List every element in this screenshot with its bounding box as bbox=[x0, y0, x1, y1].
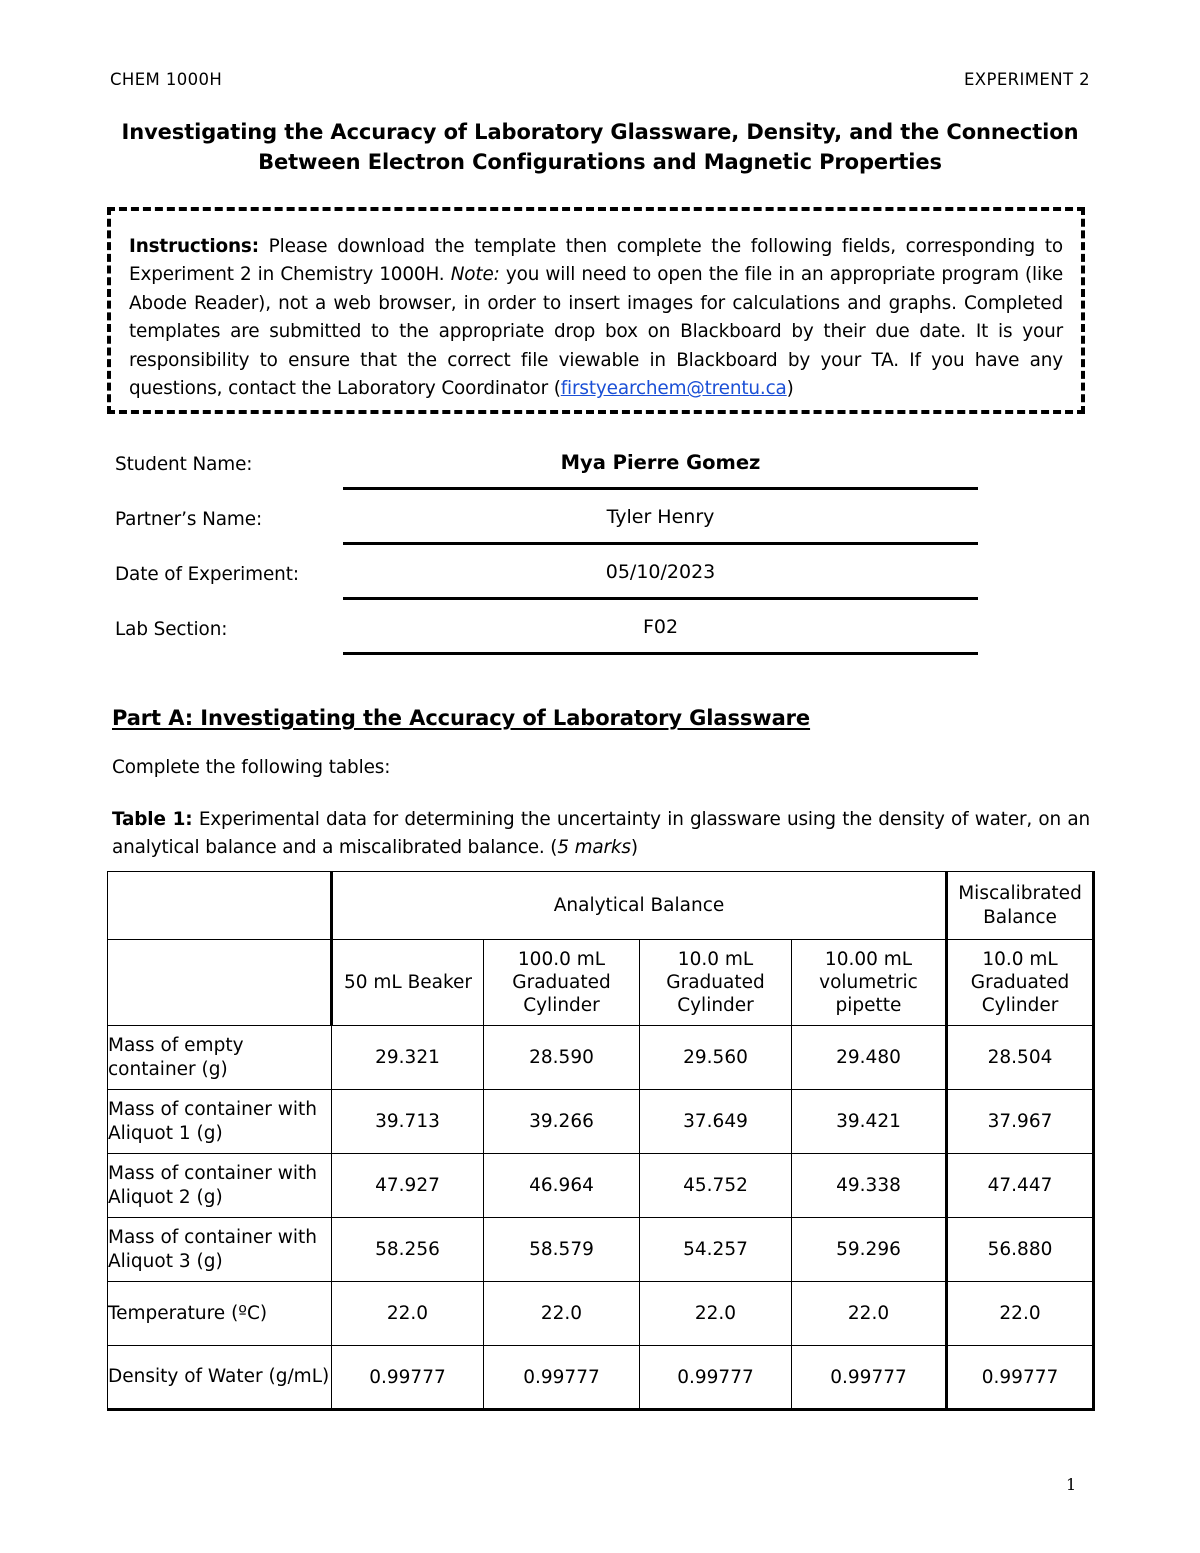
table-row bbox=[108, 1218, 1094, 1282]
table-1-marks: 5 marks bbox=[557, 837, 631, 859]
field-row-date-of-experiment bbox=[115, 558, 985, 613]
group-header-analytical-balance: Analytical Balance bbox=[332, 872, 947, 940]
field-row-partner-name bbox=[115, 503, 985, 558]
row-label-temperature: Temperature (ºC) bbox=[108, 1282, 332, 1346]
cell-r1-c1[interactable]: 39.266 bbox=[484, 1090, 640, 1154]
table-1-head bbox=[108, 872, 1094, 1026]
cell-r1-c3[interactable]: 39.421 bbox=[792, 1090, 947, 1154]
column-header-100ml-graduated-cylinder: 100.0 mL Graduated Cylinder bbox=[484, 940, 640, 1026]
cell-r3-c2[interactable]: 54.257 bbox=[640, 1218, 792, 1282]
instructions-text bbox=[129, 233, 1063, 404]
cell-r5-c3[interactable]: 0.99777 bbox=[792, 1346, 947, 1410]
page-title bbox=[110, 118, 1090, 178]
cell-r2-c0[interactable]: 47.927 bbox=[332, 1154, 484, 1218]
table-column-header-row bbox=[108, 940, 1094, 1026]
date-of-experiment-value[interactable]: 05/10/2023 bbox=[605, 561, 716, 583]
table-row bbox=[108, 1154, 1094, 1218]
cell-r3-c1[interactable]: 58.579 bbox=[484, 1218, 640, 1282]
row-label-mass-aliquot-3: Mass of container with Aliquot 3 (g) bbox=[108, 1218, 332, 1282]
cell-r0-c0[interactable]: 29.321 bbox=[332, 1026, 484, 1090]
cell-r5-c4[interactable]: 0.99777 bbox=[947, 1346, 1094, 1410]
table-corner-blank bbox=[108, 872, 332, 940]
row-label-mass-aliquot-1: Mass of container with Aliquot 1 (g) bbox=[108, 1090, 332, 1154]
cell-r0-c1[interactable]: 28.590 bbox=[484, 1026, 640, 1090]
cell-r5-c0[interactable]: 0.99777 bbox=[332, 1346, 484, 1410]
running-header bbox=[110, 70, 1090, 89]
table-1 bbox=[107, 871, 1095, 1411]
cell-r4-c3[interactable]: 22.0 bbox=[792, 1282, 947, 1346]
cell-r5-c1[interactable]: 0.99777 bbox=[484, 1346, 640, 1410]
cell-r4-c0[interactable]: 22.0 bbox=[332, 1282, 484, 1346]
cell-r0-c2[interactable]: 29.560 bbox=[640, 1026, 792, 1090]
student-name-label: Student Name: bbox=[115, 454, 253, 475]
column-header-50ml-beaker: 50 mL Beaker bbox=[332, 940, 484, 1026]
title-line-2: Between Electron Configurations and Magnetic Properties bbox=[258, 149, 942, 174]
cell-r1-c0[interactable]: 39.713 bbox=[332, 1090, 484, 1154]
student-name-value[interactable]: Mya Pierre Gomez bbox=[560, 451, 761, 474]
part-a-heading: Part A: Investigating the Accuracy of Laboratory Glassware bbox=[112, 706, 811, 730]
lab-section-rule bbox=[343, 652, 978, 655]
table-1-caption bbox=[112, 806, 1090, 862]
instructions-body-2: you will need to open the file in an appropriate program (like Abode Reader), not a web browser, in order to insert images for calculations and graphs. Completed templates are submitted to the appropriate drop box on Blackboard by their due date. It is your responsibility to ensure that the correct file viewable in Blackboard by your TA. If you have any questions, contact the Laboratory Coordinator ( bbox=[129, 264, 1063, 400]
lab-section-label: Lab Section: bbox=[115, 619, 228, 640]
instructions-body-1: Please download the template then complete the following fields, corresponding to Experiment 2 in Chemistry 1000H. bbox=[129, 236, 1063, 286]
course-code: CHEM 1000H bbox=[110, 70, 223, 89]
cell-r1-c2[interactable]: 37.649 bbox=[640, 1090, 792, 1154]
column-header-10ml-volumetric-pipette: 10.00 mL volumetric pipette bbox=[792, 940, 947, 1026]
group-header-miscalibrated-balance: Miscalibrated Balance bbox=[947, 872, 1094, 940]
column-header-miscalibrated-10ml-graduated-cylinder: 10.0 mL Graduated Cylinder bbox=[947, 940, 1094, 1026]
row-label-mass-aliquot-2: Mass of container with Aliquot 2 (g) bbox=[108, 1154, 332, 1218]
part-a-lead-in: Complete the following tables: bbox=[112, 757, 391, 778]
cell-r2-c4[interactable]: 47.447 bbox=[947, 1154, 1094, 1218]
cell-r3-c4[interactable]: 56.880 bbox=[947, 1218, 1094, 1282]
date-of-experiment-rule bbox=[343, 597, 978, 600]
cell-r4-c1[interactable]: 22.0 bbox=[484, 1282, 640, 1346]
table-1-caption-text: Experimental data for determining the uncertainty in glassware using the density of water, on an analytical balance and a miscalibrated balance. ( bbox=[112, 809, 1090, 859]
cell-r2-c3[interactable]: 49.338 bbox=[792, 1154, 947, 1218]
table-corner-blank-2 bbox=[108, 940, 332, 1026]
instructions-body-3: ) bbox=[786, 378, 794, 400]
date-of-experiment-label: Date of Experiment: bbox=[115, 564, 299, 585]
student-info-fields bbox=[115, 448, 985, 668]
lab-section-value[interactable]: F02 bbox=[642, 616, 679, 638]
experiment-label: EXPERIMENT 2 bbox=[963, 70, 1090, 89]
instructions-note-label: Note: bbox=[450, 264, 500, 286]
cell-r0-c3[interactable]: 29.480 bbox=[792, 1026, 947, 1090]
cell-r4-c4[interactable]: 22.0 bbox=[947, 1282, 1094, 1346]
cell-r3-c3[interactable]: 59.296 bbox=[792, 1218, 947, 1282]
row-label-mass-empty-container: Mass of empty container (g) bbox=[108, 1026, 332, 1090]
table-row bbox=[108, 1090, 1094, 1154]
cell-r2-c2[interactable]: 45.752 bbox=[640, 1154, 792, 1218]
table-1-caption-close: ) bbox=[630, 837, 638, 859]
cell-r0-c4[interactable]: 28.504 bbox=[947, 1026, 1094, 1090]
table-1-caption-label: Table 1: bbox=[112, 809, 193, 830]
table-row bbox=[108, 1282, 1094, 1346]
page-number: 1 bbox=[1066, 1475, 1077, 1494]
partner-name-rule bbox=[343, 542, 978, 545]
table-1-wrapper bbox=[107, 871, 1093, 1411]
table-row bbox=[108, 1346, 1094, 1410]
instructions-box bbox=[107, 207, 1085, 414]
lab-coordinator-email-link[interactable]: firstyearchem@trentu.ca bbox=[560, 378, 787, 400]
cell-r3-c0[interactable]: 58.256 bbox=[332, 1218, 484, 1282]
column-header-10ml-graduated-cylinder: 10.0 mL Graduated Cylinder bbox=[640, 940, 792, 1026]
cell-r1-c4[interactable]: 37.967 bbox=[947, 1090, 1094, 1154]
cell-r5-c2[interactable]: 0.99777 bbox=[640, 1346, 792, 1410]
cell-r2-c1[interactable]: 46.964 bbox=[484, 1154, 640, 1218]
student-name-rule bbox=[343, 487, 978, 490]
field-row-lab-section bbox=[115, 613, 985, 668]
table-group-header-row bbox=[108, 872, 1094, 940]
field-row-student-name bbox=[115, 448, 985, 503]
cell-r4-c2[interactable]: 22.0 bbox=[640, 1282, 792, 1346]
row-label-density-of-water: Density of Water (g/mL) bbox=[108, 1346, 332, 1410]
title-line-1: Investigating the Accuracy of Laboratory Glassware, Density, and the Connection bbox=[121, 120, 1079, 144]
instructions-heading: Instructions: bbox=[129, 236, 259, 257]
partner-name-label: Partner’s Name: bbox=[115, 509, 263, 530]
partner-name-value[interactable]: Tyler Henry bbox=[606, 506, 715, 528]
table-row bbox=[108, 1026, 1094, 1090]
table-1-body bbox=[108, 1026, 1094, 1410]
